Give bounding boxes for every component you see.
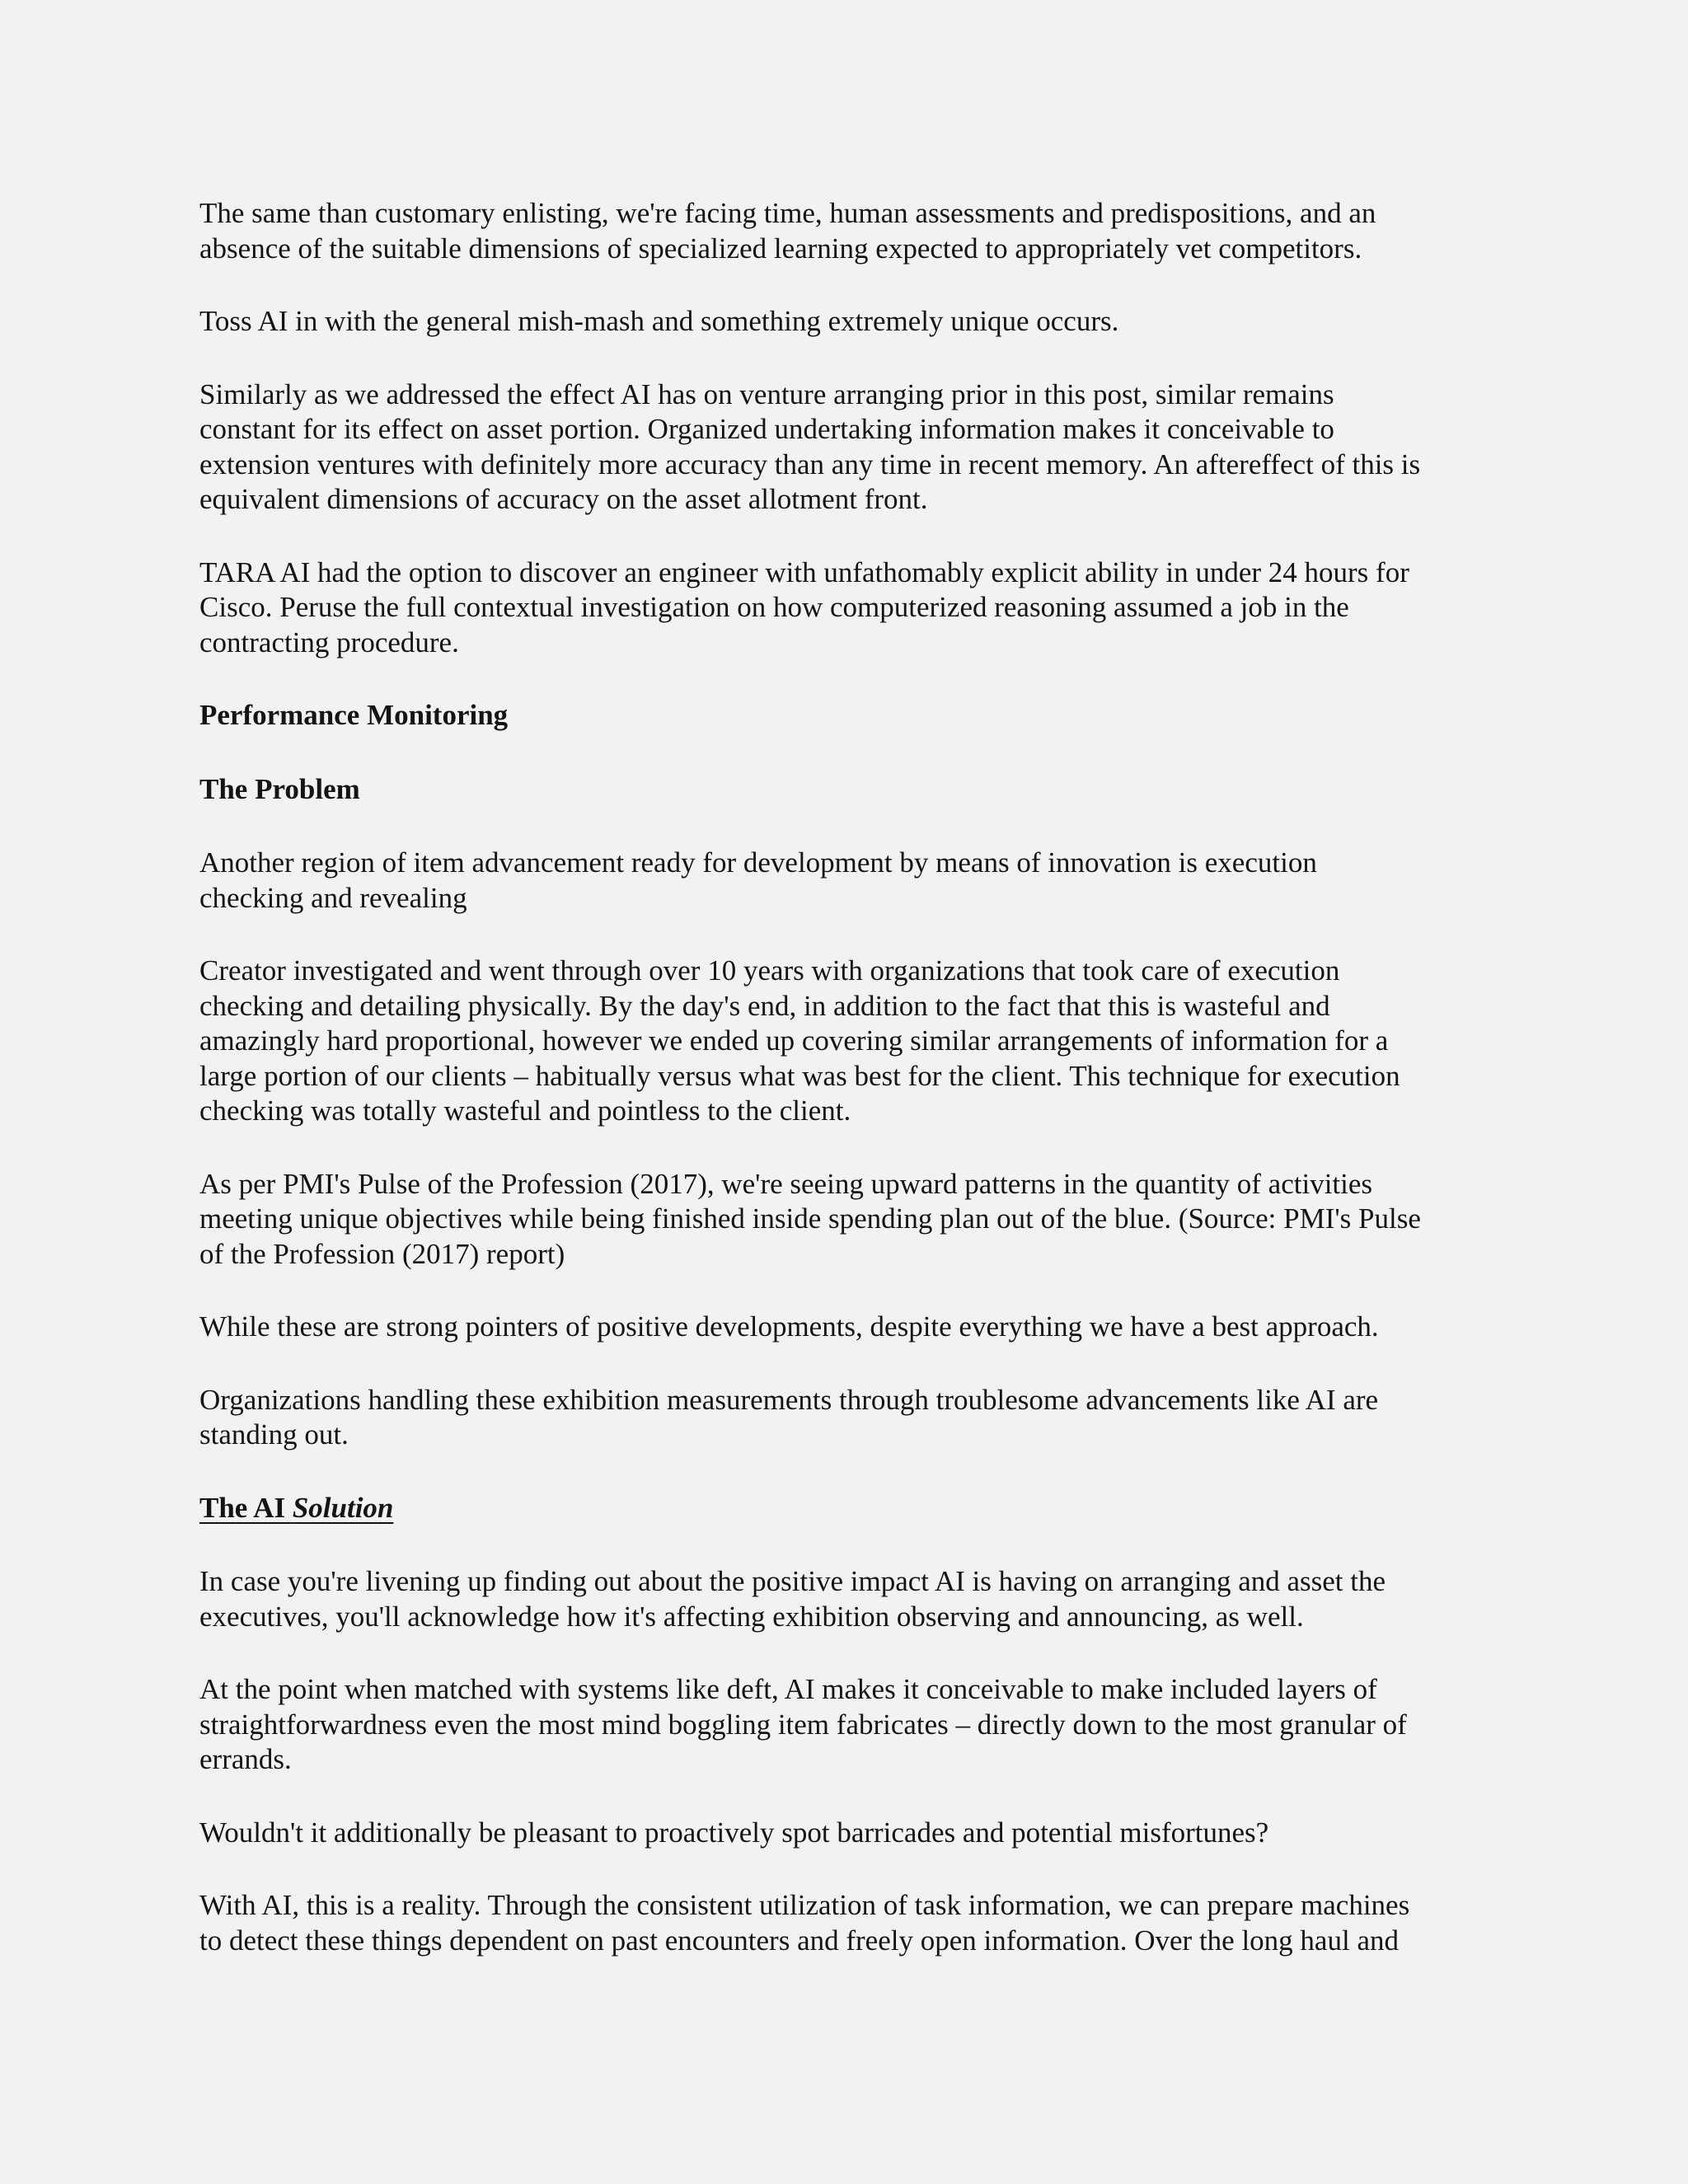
heading-ai-solution: [199, 1491, 1502, 1526]
heading-the-problem: The Problem: [199, 772, 360, 805]
heading-ai-solution-italic: Solution: [292, 1491, 394, 1524]
paragraph-ai-reality: With AI, this is a reality. Through the consistent utilization of task information, we can prepare machines to detect these things dependent on past encounters and freely open information. Over the long haul and: [199, 1889, 1410, 1957]
paragraph-positive-developments: While these are strong pointers of positive developments, despite everything we have a best approach.: [199, 1310, 1379, 1343]
paragraph-pmi-pulse: As per PMI's Pulse of the Profession (2017), we're seeing upward patterns in the quantity of activities meeting unique objectives while being finished inside spending plan out of the blue. (Source: PMI's Pulse of the Profession (2017) report): [199, 1167, 1421, 1270]
paragraph-organizations-standing-out: Organizations handling these exhibition measurements through troublesome advancements like AI are standing out.: [199, 1383, 1379, 1451]
paragraph-spot-barricades: Wouldn't it additionally be pleasant to proactively spot barricades and potential misfortunes?: [199, 1816, 1269, 1849]
paragraph-transparency-layers: At the point when matched with systems like deft, AI makes it conceivable to make included layers of straightforwardness even the most mind boggling item fabricates – directly down to the most granular of errands.: [199, 1673, 1407, 1775]
paragraph-positive-impact: In case you're livening up finding out about the positive impact AI is having on arranging and asset the executives, you'll acknowledge how it's affecting exhibition observing and announcing, as well.: [199, 1565, 1386, 1633]
paragraph-recruiting-bias: The same than customary enlisting, we're facing time, human assessments and predispositions, and an absence of the suitable dimensions of specialized learning expected to appropriately vet competitors.: [199, 197, 1376, 265]
heading-ai-solution-underlined: [199, 1492, 393, 1524]
heading-performance-monitoring: Performance Monitoring: [199, 699, 509, 731]
paragraph-toss-ai: Toss AI in with the general mish-mash and something extremely unique occurs.: [199, 305, 1119, 337]
paragraph-resource-allocation: Similarly as we addressed the effect AI has on venture arranging prior in this post, similar remains constant for its effect on asset portion. Organized undertaking information makes it conceivable to extension ventures with definitely more accuracy than any time in recent memory. An aftereffect of this is equivalent dimensions of accuracy on the asset allotment front.: [199, 377, 1421, 515]
heading-ai-solution-main: The AI: [199, 1491, 293, 1524]
paragraph-tara-ai: TARA AI had the option to discover an engineer with unfathomably explicit ability in under 24 hours for Cisco. Peruse the full contextual investigation on how computerized reasoning assumed a job in the contracting procedure.: [199, 555, 1409, 658]
document-page: [199, 196, 1502, 1996]
paragraph-execution-checking: Another region of item advancement ready for development by means of innovation is execution checking and revealing: [199, 846, 1317, 914]
paragraph-creator-experience: Creator investigated and went through over 10 years with organizations that took care of execution checking and detailing physically. By the day's end, in addition to the fact that this is wasteful and amazingly hard proportional, however we ended up covering similar arrangements of information for a large portion of our clients – habitually versus what was best for the client. This technique for execution checking was totally wasteful and pointless to the client.: [199, 954, 1400, 1127]
